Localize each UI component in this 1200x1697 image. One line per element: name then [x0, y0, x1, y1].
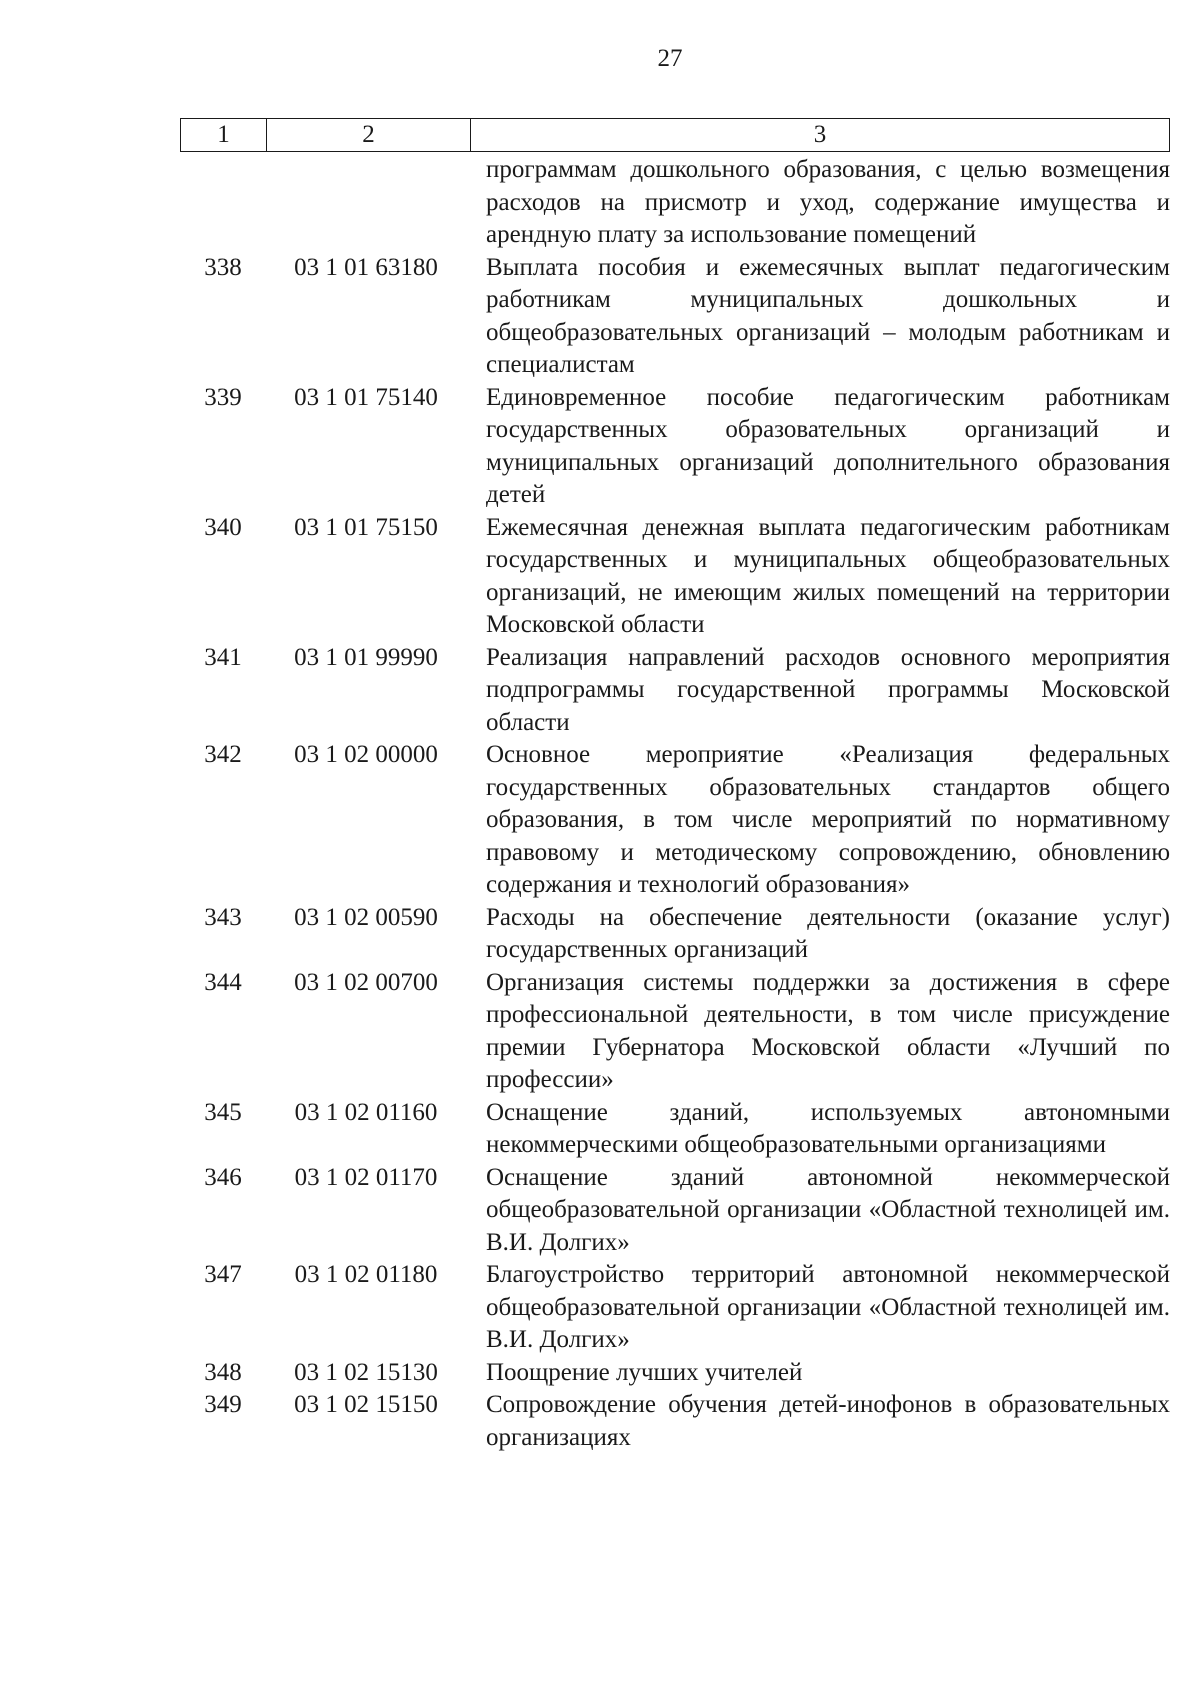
row-number — [180, 154, 266, 252]
row-description: Организация системы поддержки за достижения в сфере профессиональной деятельности, в том числе присуждение премии Губернатора Московской области «Лучший по профессии» — [486, 968, 1170, 1093]
table-row — [180, 1259, 1170, 1357]
row-code: 03 1 01 75150 — [294, 513, 438, 541]
row-number: 344 — [204, 968, 242, 996]
row-description: программам дошкольного образования, с целью возмещения расходов на присмотр и уход, содержание имущества и арендную плату за использование помещений — [486, 156, 1170, 248]
row-code: 03 1 02 01170 — [294, 1163, 438, 1191]
table-row — [180, 1357, 1170, 1390]
row-description: Единовременное пособие педагогическим работникам государственных образовательных организаций и муниципальных организаций дополнительного образования детей — [486, 383, 1170, 508]
row-description: Поощрение лучших учителей — [486, 1358, 803, 1386]
row-number: 339 — [204, 383, 242, 411]
header-col-1: 1 — [181, 119, 267, 151]
table-header — [180, 118, 1170, 152]
header-col-2: 2 — [267, 119, 471, 151]
row-description: Основное мероприятие «Реализация федеральных государственных образовательных стандартов общего образования, в том числе мероприятий по нормативному правовому и методическому сопровождению, обновлению содержания и технологий образования» — [486, 741, 1170, 898]
table-row — [180, 1097, 1170, 1162]
row-description: Расходы на обеспечение деятельности (оказание услуг) государственных организаций — [486, 903, 1170, 963]
row-description: Выплата пособия и ежемесячных выплат педагогическим работникам муниципальных дошкольных и общеобразовательных организаций – молодым работникам и специалистам — [486, 253, 1170, 378]
table-body — [180, 154, 1170, 1454]
row-number: 345 — [204, 1098, 242, 1126]
header-col-3: 3 — [813, 121, 827, 148]
table-row — [180, 1389, 1170, 1454]
table-row — [180, 512, 1170, 642]
row-code: 03 1 02 00700 — [294, 968, 438, 996]
row-code: 03 1 01 63180 — [294, 253, 438, 281]
row-description: Оснащение зданий, используемых автономными некоммерческими общеобразовательными организациями — [486, 1098, 1170, 1158]
row-description: Сопровождение обучения детей-инофонов в образовательных организациях — [486, 1391, 1170, 1451]
table-row — [180, 967, 1170, 1097]
row-code: 03 1 02 15130 — [294, 1358, 438, 1386]
table-row — [180, 382, 1170, 512]
row-description: Благоустройство территорий автономной некоммерческой общеобразовательной организации «Областной технолицей им. В.И. Долгих» — [486, 1261, 1170, 1353]
table-row — [180, 154, 1170, 252]
row-code: 03 1 02 01160 — [294, 1098, 438, 1126]
table-row — [180, 252, 1170, 382]
row-code — [266, 154, 466, 252]
row-number: 340 — [204, 513, 242, 541]
row-number: 343 — [204, 903, 242, 931]
row-code: 03 1 02 00590 — [294, 903, 438, 931]
row-code: 03 1 02 00000 — [294, 741, 438, 768]
table-row — [180, 1162, 1170, 1260]
row-code: 03 1 01 99990 — [294, 643, 438, 671]
row-number: 347 — [204, 1261, 242, 1288]
row-code: 03 1 01 75140 — [294, 383, 438, 411]
row-description: Реализация направлений расходов основного мероприятия подпрограммы государственной программы Московской области — [486, 643, 1170, 736]
row-description: Ежемесячная денежная выплата педагогическим работникам государственных и муниципальных общеобразовательных организаций, не имеющим жилых помещений на территории Московской области — [486, 513, 1170, 638]
row-code: 03 1 02 01180 — [294, 1261, 438, 1288]
table-row — [180, 902, 1170, 967]
row-number: 346 — [204, 1163, 242, 1191]
row-number: 338 — [204, 253, 242, 281]
page-number: 27 — [657, 45, 683, 72]
row-number: 342 — [204, 741, 242, 768]
table-row — [180, 642, 1170, 740]
row-number: 341 — [204, 643, 242, 671]
table-row — [180, 739, 1170, 902]
row-number: 348 — [204, 1358, 242, 1386]
row-code: 03 1 02 15150 — [294, 1391, 438, 1418]
row-description: Оснащение зданий автономной некоммерческой общеобразовательной организации «Областной технолицей им. В.И. Долгих» — [486, 1163, 1170, 1256]
row-number: 349 — [204, 1391, 242, 1418]
